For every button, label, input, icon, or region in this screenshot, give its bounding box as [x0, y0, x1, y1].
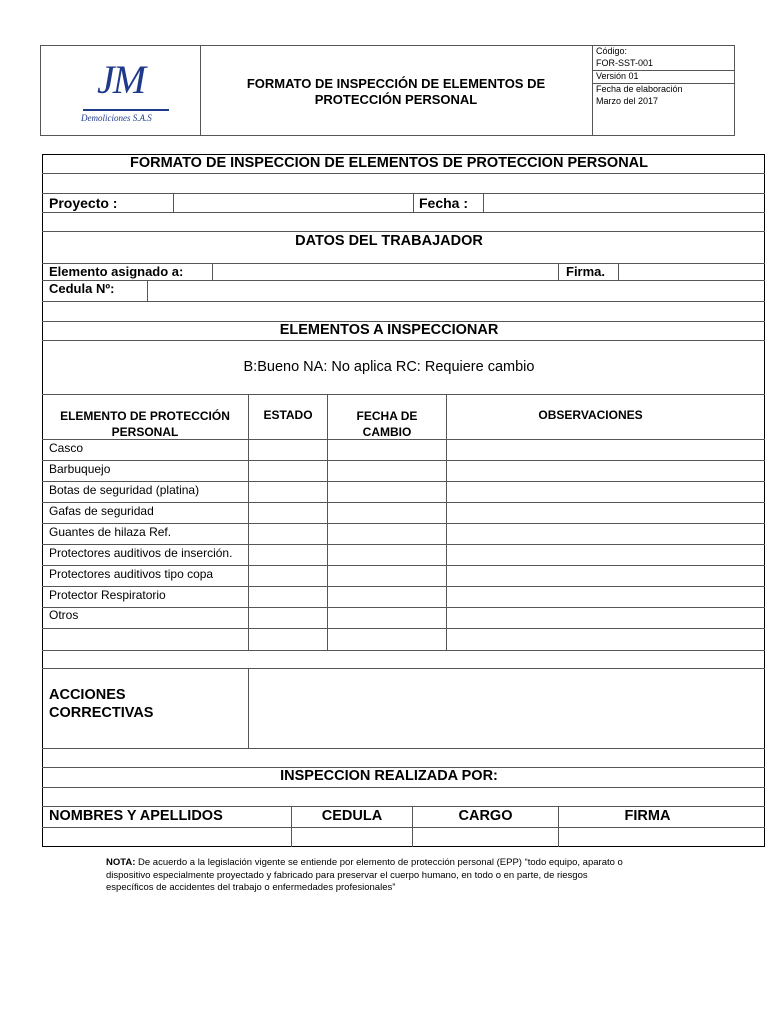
code-label: Código: [596, 46, 628, 56]
col-date-header-line1: FECHA DE [356, 409, 418, 423]
document-title-line1: FORMATO DE INSPECCIÓN DE ELEMENTOS DE [246, 76, 546, 91]
element-assigned-label: Elemento asignado a: [49, 264, 184, 279]
table-row-casco: Casco [49, 441, 84, 455]
col-date-header-line2: CAMBIO [362, 425, 412, 439]
inspect-section-title: ELEMENTOS A INSPECCIONAR [279, 322, 499, 338]
table-row-guantes: Guantes de hilaza Ref. [49, 525, 172, 539]
note-text-line1: De acuerdo a la legislación vigente se entiende por elemento de protección personal (EPP) “todo equipo, aparato o [135, 857, 623, 868]
id-header: CEDULA [321, 808, 383, 824]
note-text-line2: dispositivo especialmente proyectado y fabricado para preservar el cuerpo humano, en todo o en parte, de riesgos [106, 869, 588, 881]
header-divider-right [592, 45, 593, 136]
element-assigned-field[interactable] [213, 264, 557, 280]
table-row-protectores-copa: Protectores auditivos tipo copa [49, 567, 214, 581]
col-element-header-line1: ELEMENTO DE PROTECCIÓN [60, 409, 230, 423]
col-element-header [42, 408, 248, 440]
table-row-protector-respiratorio: Protector Respiratorio [49, 588, 166, 602]
col-element-header-line2: PERSONAL [111, 425, 179, 439]
table-row-barbuquejo: Barbuquejo [49, 462, 111, 476]
elaboration-date-value: Marzo del 2017 [596, 96, 659, 106]
col-state-header: ESTADO [263, 408, 313, 422]
table-row-gafas: Gafas de seguridad [49, 504, 154, 518]
company-name: Demoliciones S.A.S [81, 113, 152, 123]
id-label: Cedula Nº: [49, 281, 115, 296]
names-header: NOMBRES Y APELLIDOS [49, 808, 223, 824]
col-date-header [328, 408, 446, 440]
date-label: Fecha : [419, 195, 469, 211]
signature-header: FIRMA [624, 808, 671, 824]
legal-note [106, 857, 661, 895]
corrective-actions-label-line2: CORRECTIVAS [49, 705, 154, 721]
project-field[interactable] [174, 194, 412, 212]
logo-underline [83, 109, 169, 111]
role-header: CARGO [458, 808, 513, 824]
table-row-otros: Otros [49, 608, 79, 622]
note-label: NOTA: [106, 857, 136, 868]
worker-section-title: DATOS DEL TRABAJADOR [295, 233, 483, 249]
table-row-protectores-insercion: Protectores auditivos de inserción. [49, 546, 233, 560]
corrective-actions-label [49, 686, 153, 722]
code-value: FOR-SST-001 [596, 58, 654, 68]
signature-label: Firma. [566, 264, 606, 279]
status-legend: B:Bueno NA: No aplica RC: Requiere cambio [243, 359, 535, 375]
id-field[interactable] [148, 281, 764, 301]
document-title-line2: PROTECCIÓN PERSONAL [314, 92, 478, 107]
elaboration-date-label: Fecha de elaboración [596, 84, 683, 94]
col-observations-header: OBSERVACIONES [538, 408, 643, 422]
form-title: FORMATO DE INSPECCION DE ELEMENTOS DE PROTECCION PERSONAL [129, 155, 649, 171]
table-row-botas: Botas de seguridad (platina) [49, 483, 200, 497]
company-logo: JM [97, 57, 145, 102]
note-text-line3: específicos de accidentes del trabajo o enfermedades profesionales” [106, 882, 396, 893]
project-label: Proyecto : [49, 195, 118, 211]
corrective-actions-field[interactable] [249, 669, 764, 747]
inspection-section-title: INSPECCION REALIZADA POR: [280, 768, 498, 784]
worker-signature-field[interactable] [619, 264, 764, 280]
version: Versión 01 [596, 71, 639, 81]
corrective-actions-label-line1: ACCIONES [49, 687, 126, 703]
date-field[interactable] [484, 194, 764, 212]
